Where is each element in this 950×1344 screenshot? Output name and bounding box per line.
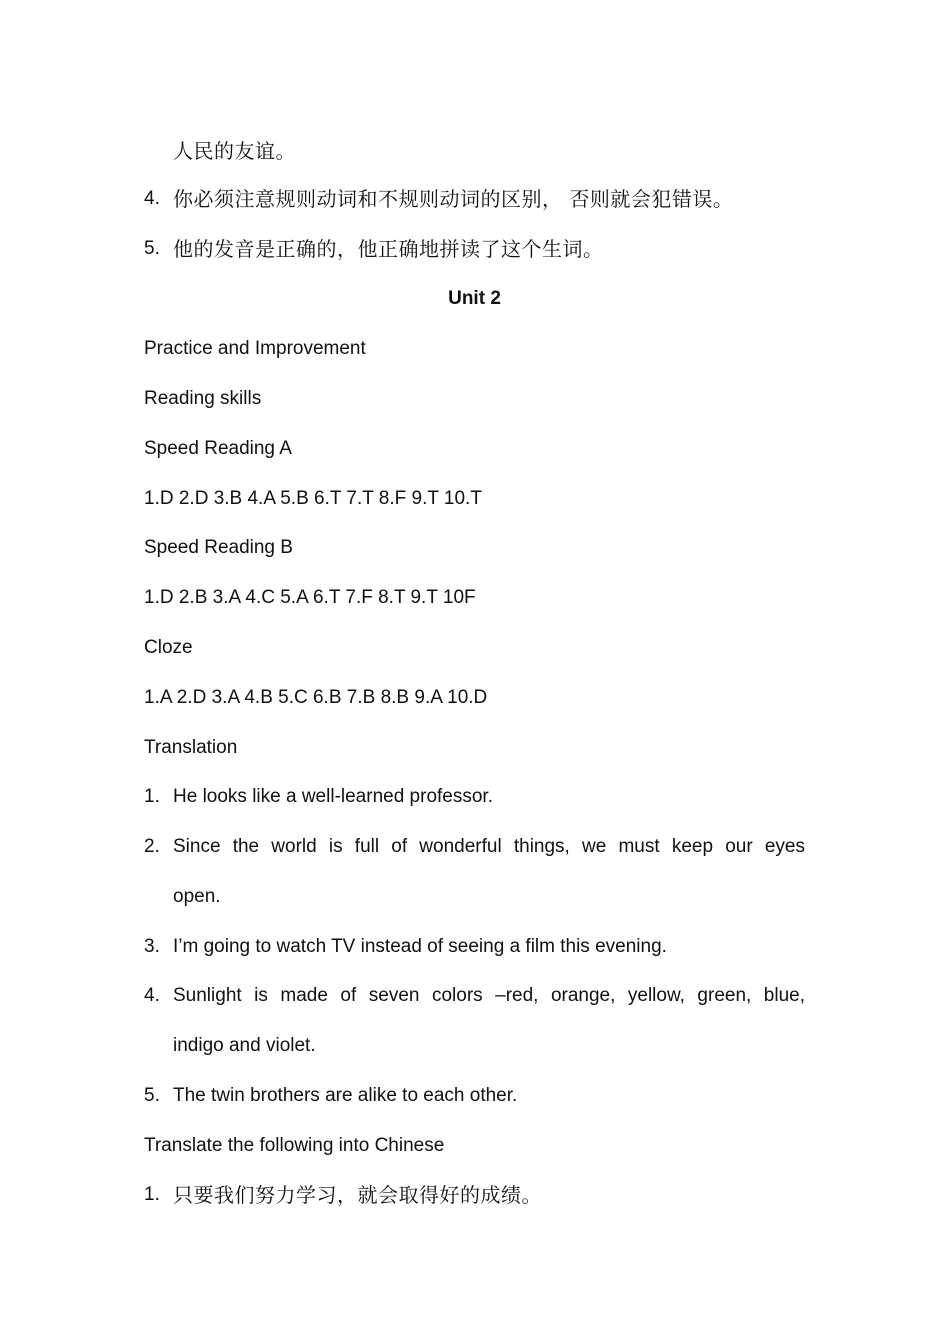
translation-item	[144, 981, 805, 1011]
list-text: 他的发音是正确的，他正确地拼读了这个生词。	[173, 237, 604, 261]
translation-title: Translation	[144, 737, 238, 758]
translation-item	[144, 782, 805, 812]
speed-reading-a-answers: 1.D 2.D 3.B 4.A 5.B 6.T 7.T 8.F 9.T 10.T	[144, 488, 482, 509]
subsection-heading: Reading skills	[144, 388, 262, 409]
list-text: 只要我们努力学习，就会取得好的成绩。	[173, 1183, 542, 1207]
list-number: 5.	[144, 238, 160, 259]
cn-list-item	[144, 234, 805, 264]
speed-reading-b-answers: 1.D 2.B 3.A 4.C 5.A 6.T 7.F 8.T 9.T 10F	[144, 587, 476, 608]
list-number: 3.	[144, 936, 160, 957]
cloze-title: Cloze	[144, 637, 193, 658]
list-text: He looks like a well-learned professor.	[173, 786, 493, 807]
speed-reading-a-title: Speed Reading A	[144, 438, 292, 459]
unit-title: Unit 2	[448, 288, 501, 309]
to-chinese-title: Translate the following into Chinese	[144, 1135, 445, 1156]
section-heading: Practice and Improvement	[144, 338, 366, 359]
list-number: 1.	[144, 1184, 160, 1205]
list-number: 5.	[144, 1085, 160, 1106]
list-number: 4.	[144, 188, 160, 209]
list-text-continuation: indigo and violet.	[173, 1035, 316, 1056]
list-number: 4.	[144, 985, 160, 1006]
translation-item	[144, 932, 805, 962]
translation-item	[144, 1081, 805, 1111]
list-text-continuation: open.	[173, 886, 221, 907]
cn-list-item	[144, 184, 805, 214]
list-number: 1.	[144, 786, 160, 807]
list-text: Sunlight is made of seven colors –red, orange, yellow, green, blue,	[173, 985, 805, 1006]
list-text: 你必须注意规则动词和不规则动词的区别， 否则就会犯错误。	[173, 187, 734, 211]
list-text: The twin brothers are alike to each other.	[173, 1085, 518, 1106]
cn-list-item	[144, 1180, 805, 1210]
cloze-answers: 1.A 2.D 3.A 4.B 5.C 6.B 7.B 8.B 9.A 10.D	[144, 687, 488, 708]
cn-continuation-line: 人民的友谊。	[173, 139, 296, 163]
speed-reading-b-title: Speed Reading B	[144, 537, 293, 558]
list-text: Since the world is full of wonderful things, we must keep our eyes	[173, 836, 805, 857]
list-text: I’m going to watch TV instead of seeing a film this evening.	[173, 936, 667, 957]
list-number: 2.	[144, 836, 160, 857]
translation-item	[144, 832, 805, 862]
